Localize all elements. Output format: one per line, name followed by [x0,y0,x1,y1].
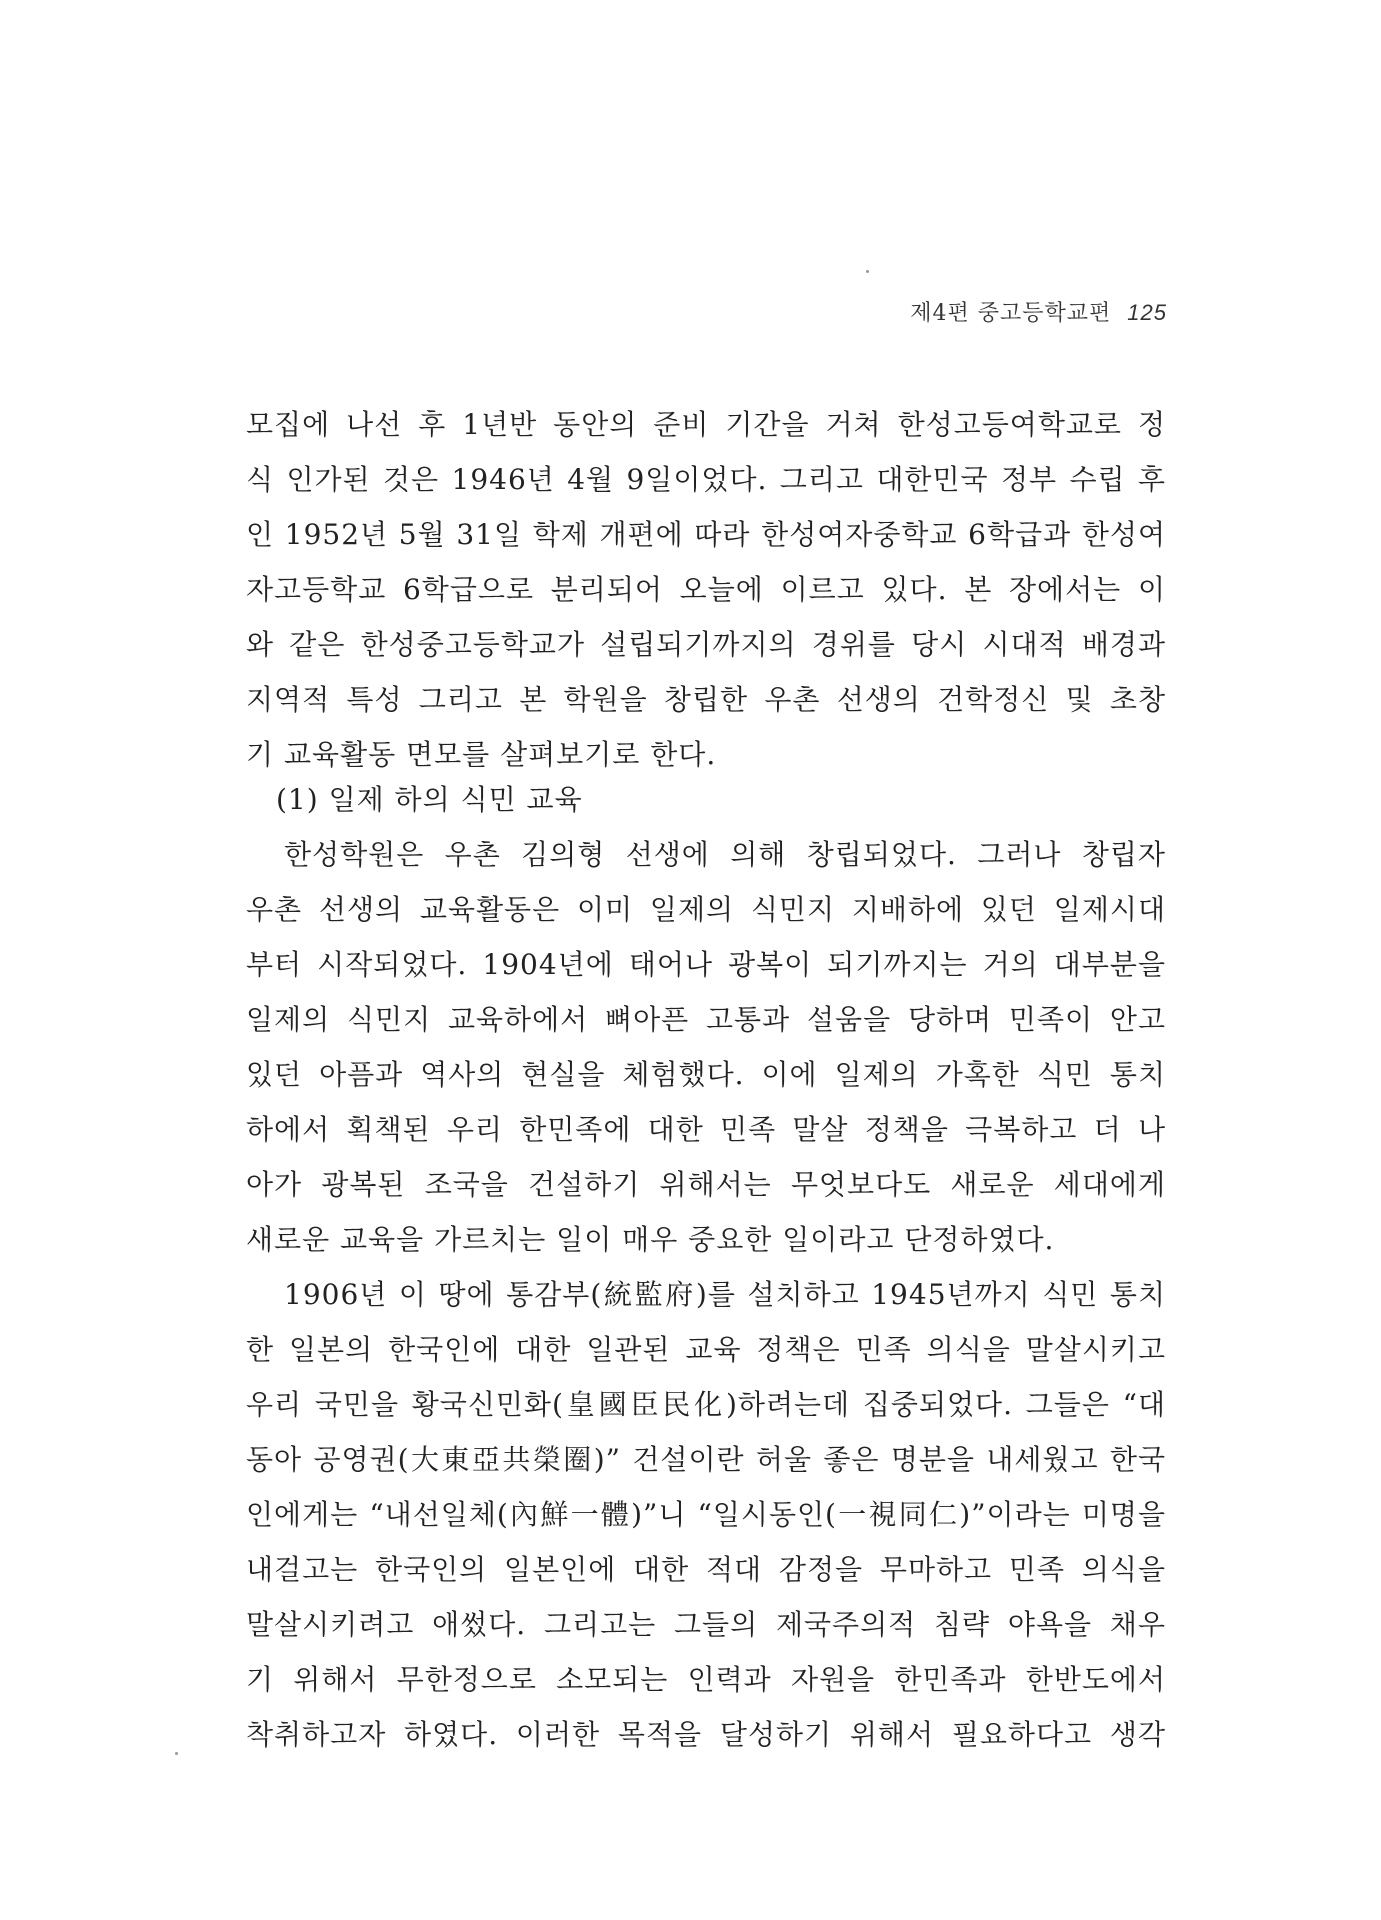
text-line: 동아 공영권(大東亞共榮圈)” 건설이란 허울 좋은 명분을 내세웠고 한국 [246,1443,1166,1476]
text-line: 기 교육활동 면모를 살펴보기로 한다. [246,738,717,771]
text-line: 지역적 특성 그리고 본 학원을 창립한 우촌 선생의 건학정신 및 초창 [246,683,1166,716]
text-line: 우리 국민을 황국신민화(皇國臣民化)하려는데 집중되었다. 그들은 “대 [246,1388,1166,1421]
text-line: 하에서 획책된 우리 한민족에 대한 민족 말살 정책을 극복하고 더 나 [246,1113,1166,1146]
text-line: 우촌 선생의 교육활동은 이미 일제의 식민지 지배하에 있던 일제시대 [246,893,1166,926]
text-line: 착취하고자 하였다. 이러한 목적을 달성하기 위해서 필요하다고 생각 [246,1718,1166,1751]
page-number: 125 [1127,300,1167,325]
section-heading-block [246,772,1166,827]
text-line: 인에게는 “내선일체(內鮮一體)”니 “일시동인(一視同仁)”이라는 미명을 [246,1498,1166,1531]
text-line: 모집에 나선 후 1년반 동안의 준비 기간을 거쳐 한성고등여학교로 정 [246,408,1166,441]
paragraph-two [246,827,1166,1267]
intro-paragraph [246,397,1166,782]
text-line: 기 위해서 무한정으로 소모되는 인력과 자원을 한민족과 한반도에서 [246,1663,1166,1696]
section-title: 제4편 중고등학교편 [910,301,1112,326]
scan-speck [866,270,869,273]
text-line: 한 일본의 한국인에 대한 일관된 교육 정책은 민족 의식을 말살시키고 [246,1333,1166,1366]
text-line: 1906년 이 땅에 통감부(統監府)를 설치하고 1945년까지 식민 통치 [284,1278,1166,1311]
text-line: 있던 아픔과 역사의 현실을 체험했다. 이에 일제의 가혹한 식민 통치 [246,1058,1166,1091]
text-line: 식 인가된 것은 1946년 4월 9일이었다. 그리고 대한민국 정부 수립 후 [246,463,1166,496]
text-line: 와 같은 한성중고등학교가 설립되기까지의 경위를 당시 시대적 배경과 [246,628,1166,661]
text-line: 일제의 식민지 교육하에서 뼈아픈 고통과 설움을 당하며 민족이 안고 [246,1003,1166,1036]
text-line: 자고등학교 6학급으로 분리되어 오늘에 이르고 있다. 본 장에서는 이 [246,573,1166,606]
text-line: 아가 광복된 조국을 건설하기 위해서는 무엇보다도 새로운 세대에게 [246,1168,1166,1201]
text-line: 한성학원은 우촌 김의형 선생에 의해 창립되었다. 그러나 창립자 [284,838,1166,871]
text-line: 부터 시작되었다. 1904년에 태어나 광복이 되기까지는 거의 대부분을 [246,948,1166,981]
running-header [910,296,1167,327]
scan-speck [175,1752,178,1755]
text-line: 인 1952년 5월 31일 학제 개편에 따라 한성여자중학교 6학급과 한성여 [246,518,1166,551]
text-line: 새로운 교육을 가르치는 일이 매우 중요한 일이라고 단정하였다. [246,1223,1055,1256]
paragraph-three [246,1267,1166,1762]
section-heading: (1) 일제 하의 식민 교육 [276,783,583,816]
text-line: 내걸고는 한국인의 일본인에 대한 적대 감정을 무마하고 민족 의식을 [246,1553,1166,1586]
text-line: 말살시키려고 애썼다. 그리고는 그들의 제국주의적 침략 야욕을 채우 [246,1608,1166,1641]
